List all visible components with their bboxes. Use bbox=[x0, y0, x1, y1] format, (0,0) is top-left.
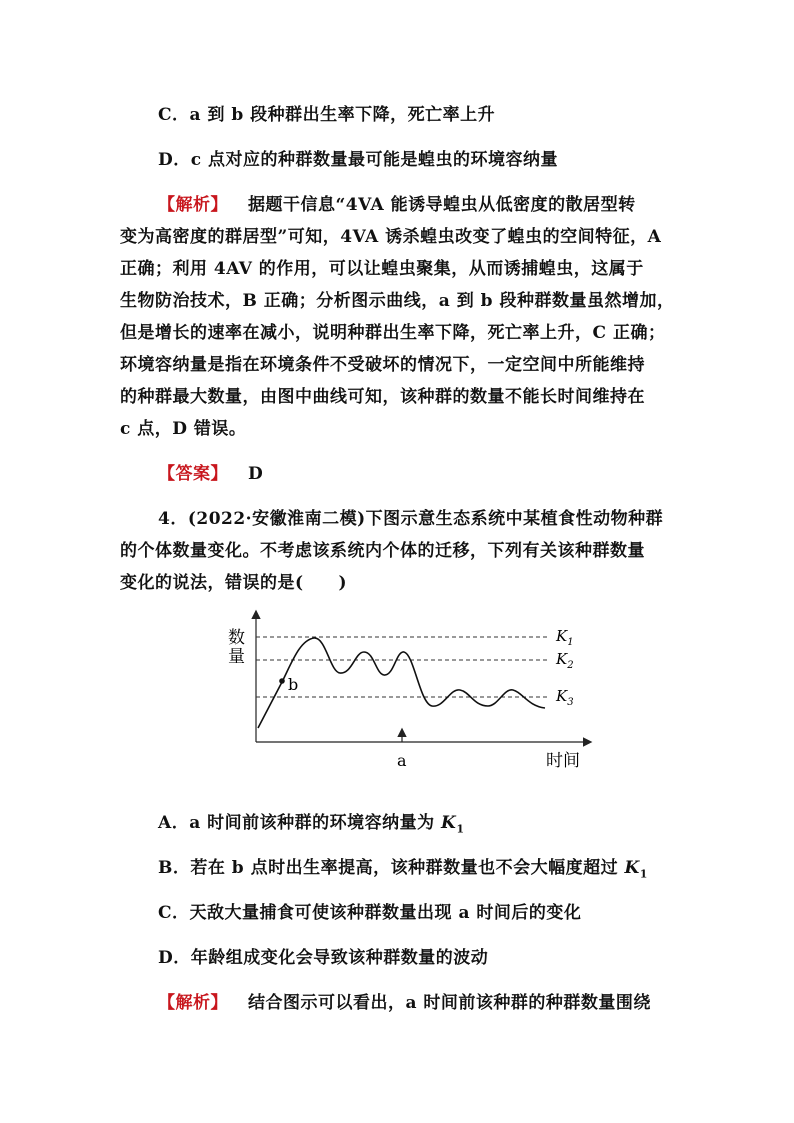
analysis-line-5: 但是增长的速率在减小，说明种群出生率下降，死亡率上升，C 正确； bbox=[120, 323, 666, 343]
option-4b-text: B．若在 b 点时出生率提高，该种群数量也不会大幅度超过 bbox=[158, 858, 625, 878]
option-c-top: C．a 到 b 段种群出生率下降，死亡率上升 bbox=[158, 105, 496, 125]
y-axis-label-1: 数 bbox=[228, 628, 245, 648]
y-axis-label-2: 量 bbox=[228, 647, 245, 667]
population-curve bbox=[258, 638, 545, 728]
answer-line bbox=[158, 459, 263, 484]
k2-label: $K_2$ bbox=[556, 650, 574, 671]
question4-line-2: 的个体数量变化。不考虑该系统内个体的迁移，下列有关该种群数量 bbox=[120, 541, 645, 561]
option-d-top: D．c 点对应的种群数量最可能是蝗虫的环境容纳量 bbox=[158, 150, 559, 170]
option-4a bbox=[158, 808, 464, 835]
k1-label: $K_1$ bbox=[556, 627, 574, 648]
answer-tag: 【答案】 bbox=[158, 464, 228, 484]
option-4a-sub: 1 bbox=[456, 822, 465, 836]
analysis2-tag: 【解析】 bbox=[158, 993, 228, 1013]
question4-line-1: 4．(2022·安徽淮南二模)下图示意生态系统中某植食性动物种群 bbox=[158, 509, 664, 529]
option-4b bbox=[158, 853, 648, 880]
x-axis-label: 时间 bbox=[546, 751, 580, 771]
analysis-line-4: 生物防治技术，B 正确；分析图示曲线，a 到 b 段种群数量虽然增加， bbox=[120, 291, 675, 311]
time-a-label: a bbox=[397, 751, 407, 770]
analysis2-line bbox=[158, 988, 651, 1013]
option-4c: C．天敌大量捕食可使该种群数量出现 a 时间后的变化 bbox=[158, 903, 582, 923]
option-4a-k: K bbox=[441, 813, 457, 833]
k3-label: $K_3$ bbox=[556, 687, 574, 708]
analysis-line-3: 正确；利用 4AV 的作用，可以让蝗虫聚集，从而诱捕蝗虫，这属于 bbox=[120, 259, 644, 279]
analysis2-text: 结合图示可以看出，a 时间前该种群的种群数量围绕 bbox=[248, 993, 651, 1013]
option-4d: D．年龄组成变化会导致该种群数量的波动 bbox=[158, 948, 489, 968]
population-chart bbox=[0, 600, 794, 800]
option-4b-k: K bbox=[624, 858, 640, 878]
analysis-line-8: c 点，D 错误。 bbox=[120, 419, 247, 439]
analysis-line-2: 变为高密度的群居型”可知，4VA 诱杀蝗虫改变了蝗虫的空间特征，A bbox=[120, 227, 662, 247]
analysis-line-1 bbox=[158, 190, 636, 215]
question4-line-3: 变化的说法，错误的是( ) bbox=[120, 573, 348, 593]
analysis-tag: 【解析】 bbox=[158, 195, 228, 215]
analysis-line-7: 的种群最大数量，由图中曲线可知，该种群的数量不能长时间维持在 bbox=[120, 387, 645, 407]
option-4b-sub: 1 bbox=[639, 867, 648, 881]
analysis-text: 据题干信息“4VA 能诱导蝗虫从低密度的散居型转 bbox=[248, 195, 636, 215]
point-b bbox=[279, 678, 285, 684]
analysis-line-6: 环境容纳量是指在环境条件不受破坏的情况下，一定空间中所能维持 bbox=[120, 355, 645, 375]
option-4a-text: A．a 时间前该种群的环境容纳量为 bbox=[158, 813, 442, 833]
point-b-label: b bbox=[288, 675, 299, 694]
answer-value: D bbox=[248, 464, 264, 484]
